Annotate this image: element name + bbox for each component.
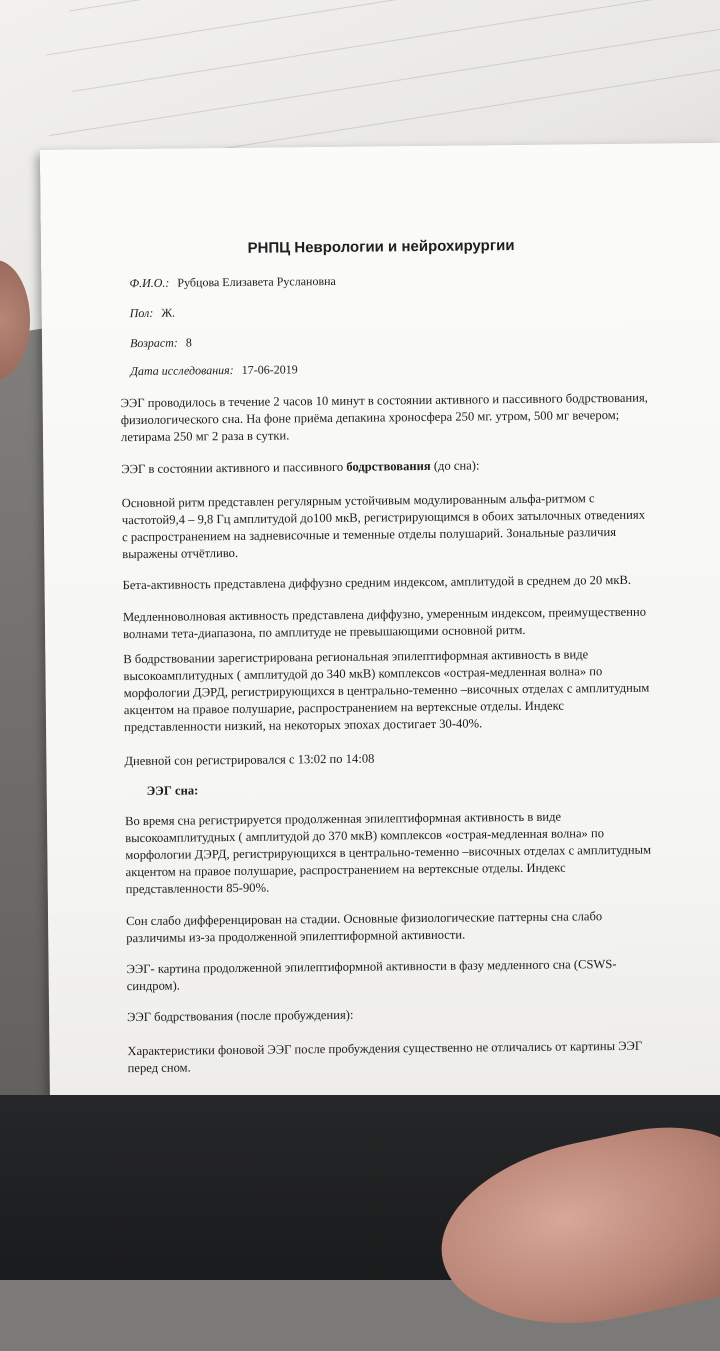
field-age xyxy=(130,334,192,352)
date-label: Дата исследования: xyxy=(130,362,234,379)
conclusion-line: синдром). xyxy=(126,978,180,994)
wake-heading-text: ЭЭГ в состоянии активного и пассивного xyxy=(121,459,347,477)
age-label: Возраст: xyxy=(129,335,178,351)
beta-paragraph xyxy=(122,571,682,594)
after-wake-paragraph xyxy=(127,1037,687,1077)
intro-line: ЭЭГ проводилось в течение 2 часов 10 минут в состоянии активного и пассивного бодрствования, xyxy=(120,390,648,411)
main-rhythm-line: частотой9,4 – 9,8 Гц амплитудой до100 мкВ, регистрирующимся в обоих затылочных отведениях xyxy=(121,507,646,528)
main-rhythm-line: с распространением на задневисочные и теменные отделы полушарий. Зональные различия xyxy=(121,524,617,545)
sex-label: Пол: xyxy=(129,305,154,321)
wake-epi-line: В бодрствовании зарегистрирована региональная эпилептиформная активность в виде xyxy=(123,647,589,667)
sleep-heading: ЭЭГ сна: xyxy=(146,783,199,798)
wake-heading-tail: (до сна): xyxy=(430,458,480,473)
sleep-epi-line: Во время сна регистрируется продолженная эпилептиформная активность в виде xyxy=(124,809,562,829)
fio-value: Рубцова Елизавета Руслановна xyxy=(177,273,336,290)
main-rhythm-line: выражены отчётливо. xyxy=(122,545,239,562)
sleep-epileptiform-paragraph xyxy=(125,807,686,898)
slow-wave-line: Медленноволновая активность представлена диффузно, умеренным индексом, преимущественно xyxy=(122,604,647,625)
wake-heading xyxy=(121,455,681,478)
field-fio xyxy=(129,273,336,292)
document-title: РНПЦ Неврологии и нейрохирургии xyxy=(247,237,515,257)
sleep-epi-line: высокоамплитудных ( амплитудой до 370 мкВ) комплексов «острая-медленная волна» по xyxy=(125,826,605,846)
fio-label: Ф.И.О.: xyxy=(129,275,170,291)
conclusion-paragraph xyxy=(126,955,686,995)
after-wake-line: перед сном. xyxy=(127,1060,191,1076)
wake-heading-bold: бодрствования xyxy=(346,458,431,474)
wake-epi-line: высокоамплитудных ( амплитудой до 340 мкВ) комплексов «острая-медленная волна» по xyxy=(123,664,603,684)
wake-epi-line: морфологии ДЭРД, регистрирующихся в центрально-теменно –височных отделах с амплитудным xyxy=(123,680,650,701)
main-rhythm-paragraph xyxy=(122,489,683,563)
field-sex xyxy=(130,305,176,322)
intro-line: физиологического сна. На фоне приёма депакина хроносфера 250 мг. утром, 500 мг вечером; xyxy=(120,407,620,428)
intro-paragraph xyxy=(121,389,682,446)
age-value: 8 xyxy=(185,335,192,350)
document-page xyxy=(40,143,720,1145)
sleep-stages-line: различимы из-за продолженной эпилептиформной активности. xyxy=(126,927,466,946)
day-sleep-line: Дневной сон регистрировался с 13:02 по 14:08 xyxy=(124,751,375,769)
beta-line: Бета-активность представлена диффузно средним индексом, амплитудой в среднем до 20 мкВ. xyxy=(122,572,632,593)
wake-epileptiform-paragraph xyxy=(123,645,684,736)
sex-value: Ж. xyxy=(161,305,176,320)
intro-line: летирама 250 мг 2 раза в сутки. xyxy=(120,428,290,445)
field-date xyxy=(130,361,298,380)
sleep-stages-paragraph xyxy=(126,907,686,947)
sleep-stages-line: Сон слабо дифференцирован на стадии. Основные физиологические паттерны сна слабо xyxy=(126,909,603,929)
sleep-epi-line: акцентом на правое полушарие, распространением на вертексные отделы. Индекс xyxy=(125,860,566,880)
after-wake-line: Характеристики фоновой ЭЭГ после пробуждения существенно не отличались от картины ЭЭГ xyxy=(127,1038,643,1059)
after-wake-heading: ЭЭГ бодрствования (после пробуждения): xyxy=(127,1007,354,1025)
wake-epi-line: акцентом на правое полушарие, распространением на вертексные отделы. Индекс xyxy=(123,698,565,718)
main-rhythm-line: Основной ритм представлен регулярным устойчивым модулированным альфа-ритмом с xyxy=(121,491,595,511)
slow-wave-line: волнами тета-диапазона, по амплитуде не превышающими основной ритм. xyxy=(123,622,526,642)
slow-wave-paragraph xyxy=(123,603,683,643)
wake-epi-line: представленности низкий, на некоторых эпохах достигает 30-40%. xyxy=(123,716,483,735)
sleep-epi-line: представленности 85-90%. xyxy=(125,880,270,897)
conclusion-line: ЭЭГ- картина продолженной эпилептиформной активности в фазу медленного сна (CSWS- xyxy=(126,957,617,977)
date-value: 17-06-2019 xyxy=(241,362,298,377)
sleep-epi-line: морфологии ДЭРД, регистрирующихся в центрально-теменно –височных отделах с амплитудным xyxy=(125,842,652,863)
